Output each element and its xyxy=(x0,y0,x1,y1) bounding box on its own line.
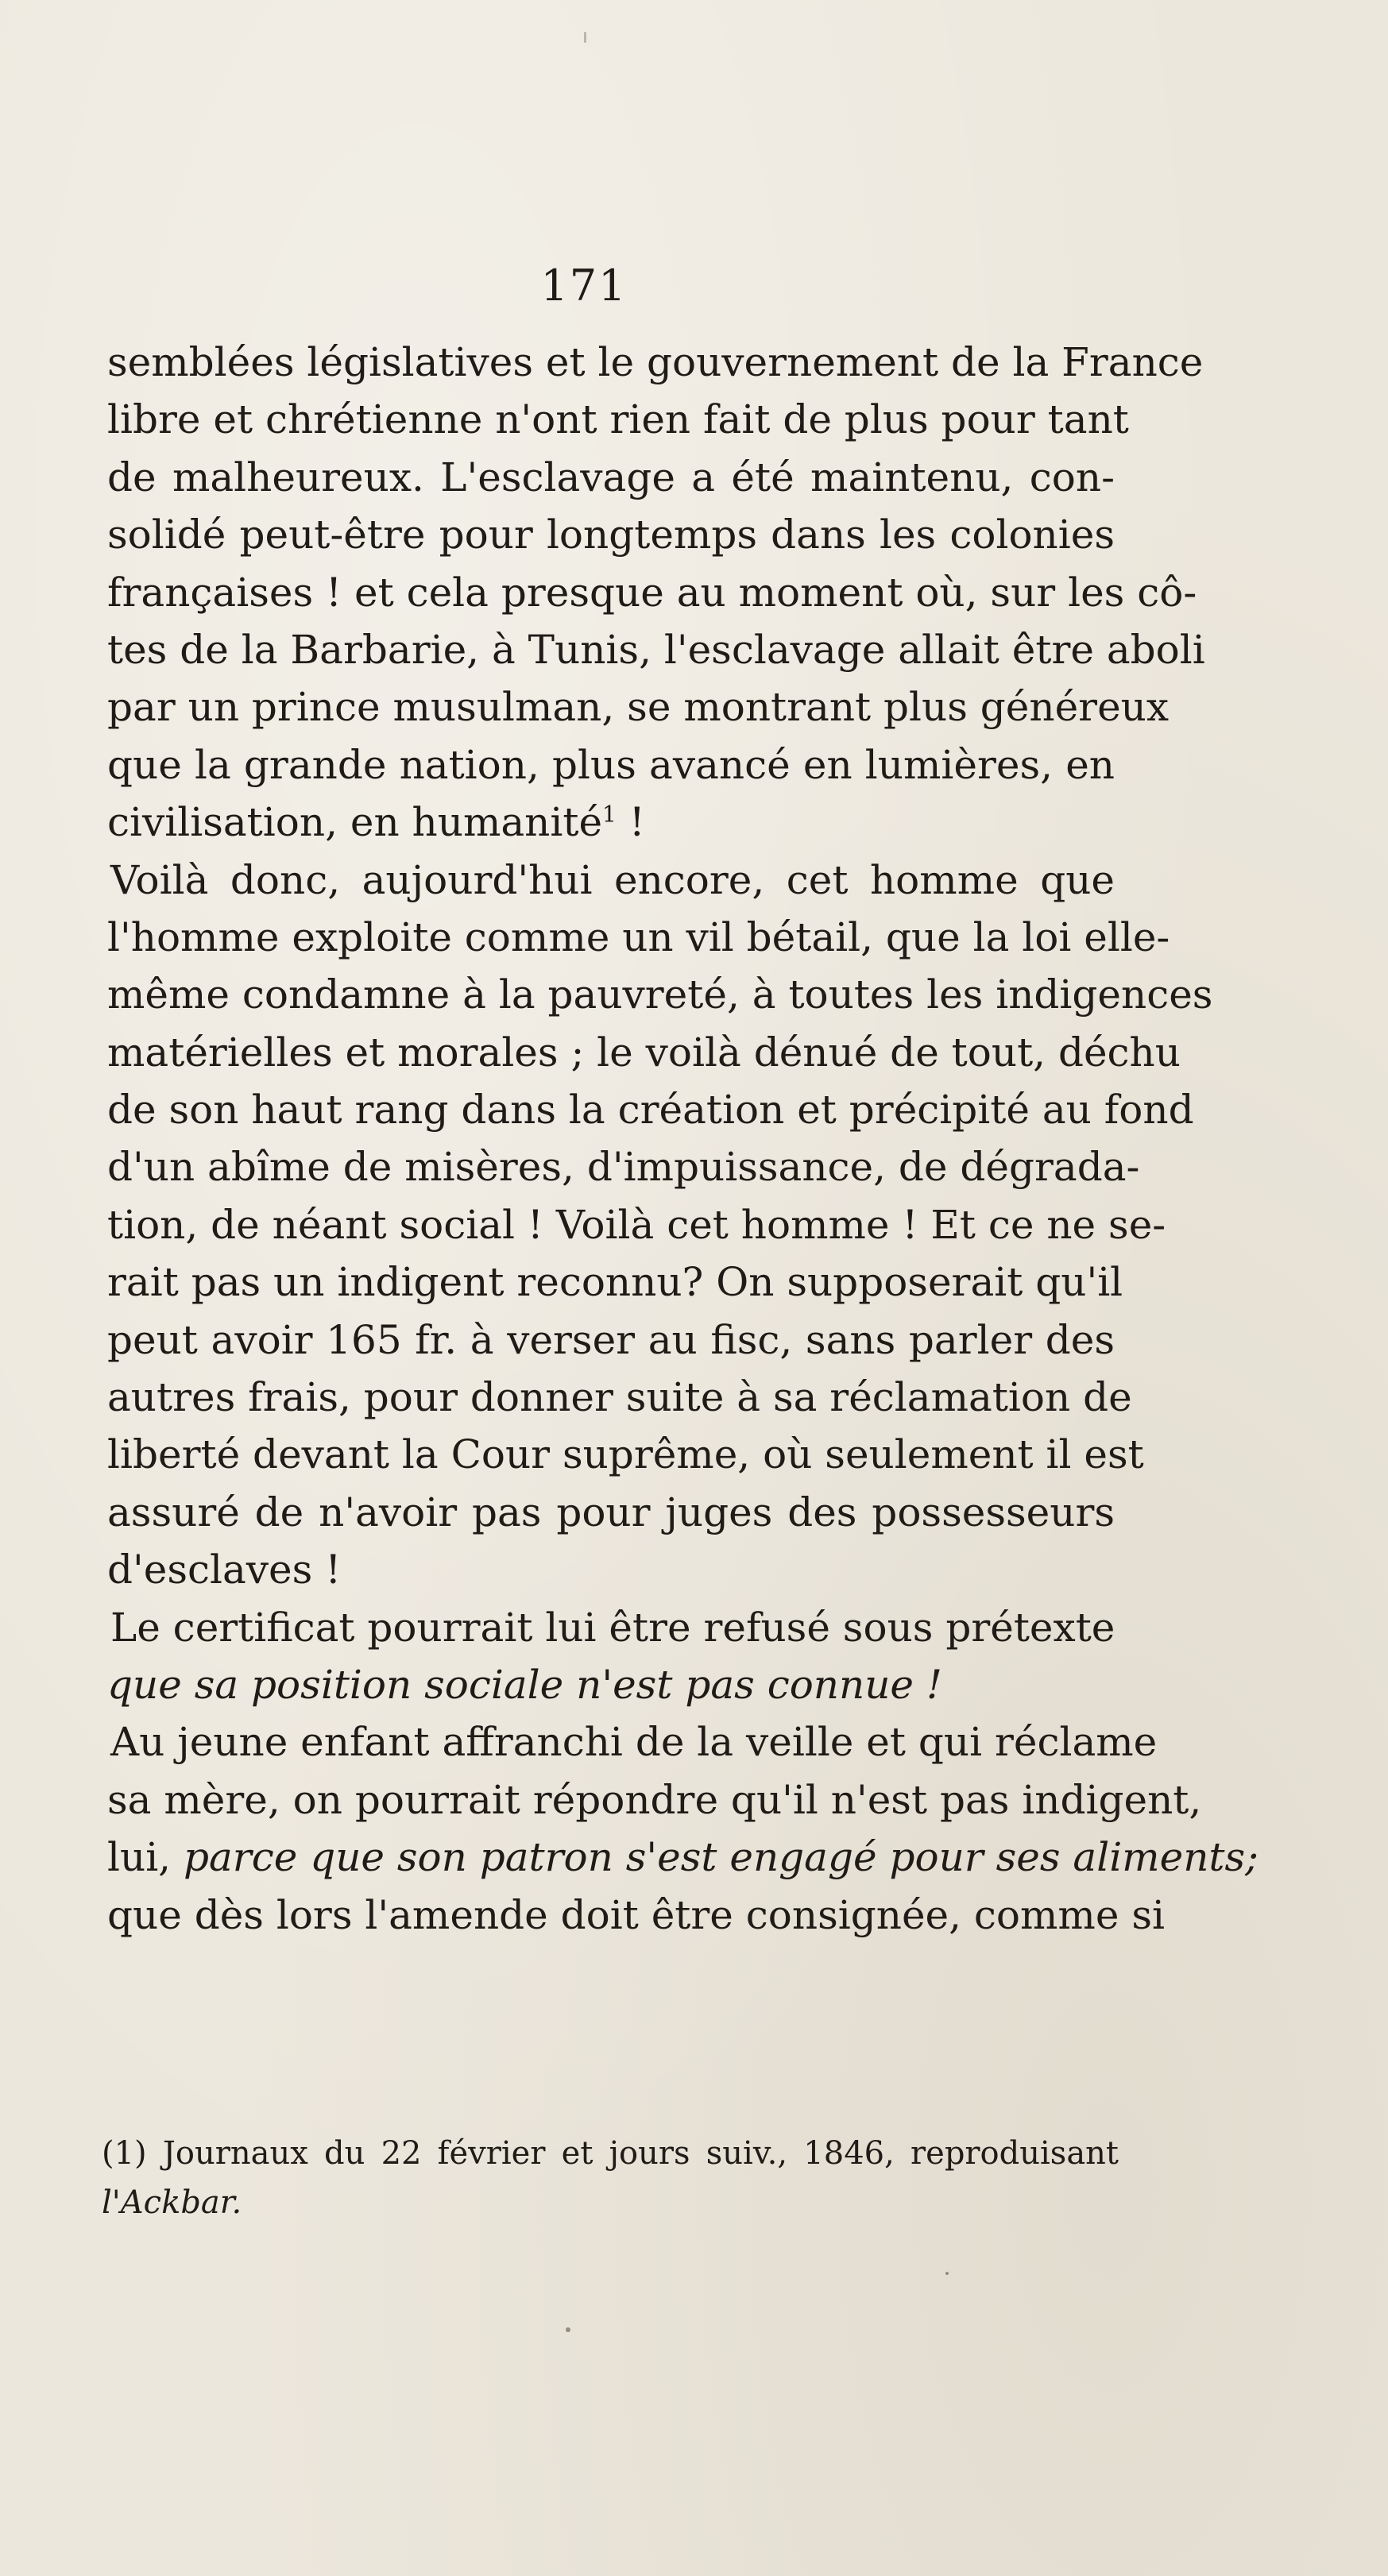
body-text xyxy=(107,334,1258,1944)
text-line: de son haut rang dans la création et précipité au fond xyxy=(107,1087,1194,1134)
text-line: rait pas un indigent reconnu? On supposerait qu'il xyxy=(107,1259,1123,1306)
footnote xyxy=(102,2129,1119,2227)
footnote-line: l'Ackbar. xyxy=(102,2184,242,2221)
text-line xyxy=(107,794,1115,851)
text-line: sa mère, on pourrait répondre qu'il n'est pas indigent, xyxy=(107,1776,1202,1823)
text-fragment: civilisation, en humanité xyxy=(107,799,603,846)
text-line: par un prince musulman, se montrant plus généreux xyxy=(107,684,1170,731)
text-line: que dès lors l'amende doit être consignée, comme si xyxy=(107,1891,1165,1938)
text-line: tion, de néant social ! Voilà cet homme ! Et ce ne se- xyxy=(107,1201,1166,1248)
footnote-line: (1) Journaux du 22 février et jours suiv., 1846, reproduisant xyxy=(102,2135,1119,2172)
text-line: libre et chrétienne n'ont rien fait de plus pour tant xyxy=(107,396,1129,443)
page-number: 171 xyxy=(540,261,628,311)
text-line: assuré de n'avoir pas pour juges des possesseurs xyxy=(107,1489,1115,1535)
text-line: liberté devant la Cour suprême, où seulement il est xyxy=(107,1431,1144,1478)
text-fragment-italic: parce que son patron s'est engagé pour ses aliments; xyxy=(183,1834,1258,1881)
text-line: solidé peut-être pour longtemps dans les colonies xyxy=(107,512,1115,558)
text-line: Le certificat pourrait lui être refusé sous prétexte xyxy=(110,1604,1115,1651)
text-fragment: lui, xyxy=(107,1834,172,1881)
footnote-marker: 1 xyxy=(602,801,617,828)
paper-speck xyxy=(566,2327,570,2332)
paper-speck xyxy=(584,32,586,43)
text-line: peut avoir 165 fr. à verser au fisc, sans parler des xyxy=(107,1316,1115,1363)
text-line: françaises ! et cela presque au moment où, sur les cô- xyxy=(107,569,1197,616)
text-line: tes de la Barbarie, à Tunis, l'esclavage allait être aboli xyxy=(107,626,1205,673)
text-line: même condamne à la pauvreté, à toutes les indigences xyxy=(107,971,1213,1018)
text-line: Au jeune enfant affranchi de la veille et qui réclame xyxy=(110,1719,1158,1766)
text-line: semblées législatives et le gouvernement de la France xyxy=(107,339,1204,385)
text-line: l'homme exploite comme un vil bétail, que la loi elle- xyxy=(107,913,1170,960)
text-line: Voilà donc, aujourd'hui encore, cet homme que xyxy=(110,856,1115,903)
text-line: autres frais, pour donner suite à sa réclamation de xyxy=(107,1374,1132,1421)
text-line: d'esclaves ! xyxy=(107,1547,342,1593)
text-line: que la grande nation, plus avancé en lumières, en xyxy=(107,741,1115,788)
text-line xyxy=(107,1829,1258,1886)
text-line: d'un abîme de misères, d'impuissance, de dégrada- xyxy=(107,1144,1140,1191)
text-line-italic: que sa position sociale n'est pas connue ! xyxy=(107,1661,942,1708)
text-line: matérielles et morales ; le voilà dénué de tout, déchu xyxy=(107,1029,1181,1076)
text-fragment: ! xyxy=(616,799,645,846)
text-line: de malheureux. L'esclavage a été maintenu, con- xyxy=(107,454,1115,500)
paper-speck xyxy=(945,2272,949,2275)
